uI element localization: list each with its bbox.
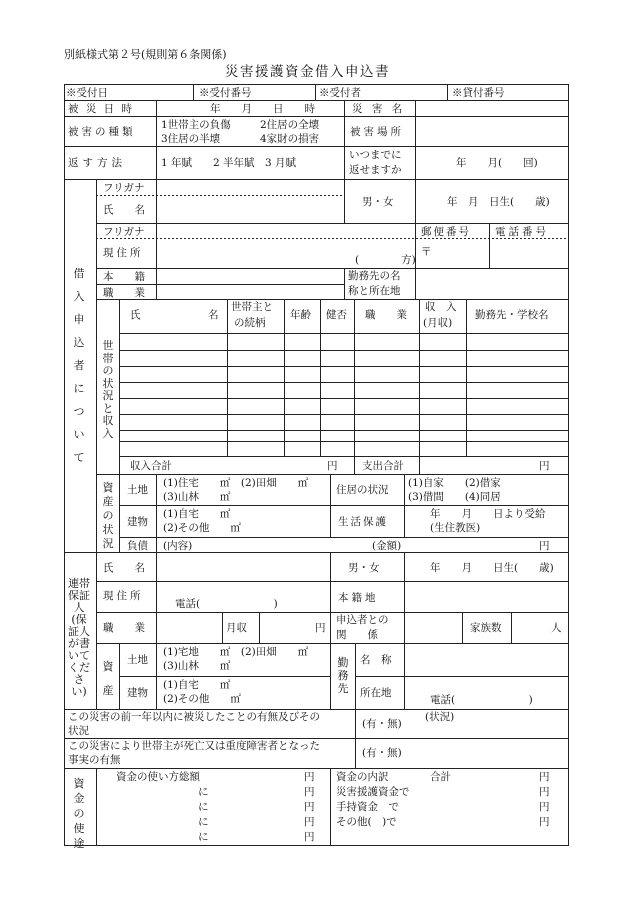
disaster-name-label: 災 害 名 (352, 103, 406, 115)
funds-usage-row[interactable]: に (198, 816, 209, 828)
gender-field[interactable]: 男・女 (362, 196, 394, 208)
guarantor-work-label: 勤務先 (337, 656, 349, 695)
phone-label: 電話番号 (495, 226, 549, 238)
guarantor-work-addr-label: 所在地 (360, 687, 392, 699)
col-name-right: 名 (208, 309, 219, 321)
damage-type-option[interactable]: 4家財の損害 (260, 133, 320, 145)
welfare-field[interactable]: 年 月 日より受給 (430, 508, 546, 520)
reception-person-label: ※受付者 (319, 87, 361, 99)
damage-type-label: 被害の種類 (68, 126, 136, 138)
guarantor-income-yen: 円 (315, 622, 326, 634)
applicant-section-label: 借入申込者について (73, 267, 85, 464)
damage-place-label: 被害場所 (350, 126, 404, 138)
question-1-answer[interactable]: (有・無) (362, 718, 402, 730)
guarantor-land-options[interactable]: (1)宅地 ㎡ (2)田畑 ㎡ (163, 646, 309, 658)
debt-content[interactable]: (内容) (163, 540, 193, 552)
col-relation: 世帯主と (231, 301, 273, 313)
land-label: 土地 (127, 484, 148, 496)
debt-label: 負債 (127, 540, 148, 552)
disaster-datetime-label: 被 災 日 時 (68, 103, 135, 115)
debt-amount[interactable]: (金額) (372, 540, 402, 552)
funds-usage-row[interactable]: に (198, 801, 209, 813)
funds-usage-row[interactable]: に (198, 831, 209, 843)
guarantor-name-label: 氏 名 (103, 562, 145, 574)
guarantor-building-label: 建物 (127, 687, 148, 699)
guarantor-building-options-2[interactable]: (2)その他 ㎡ (163, 693, 241, 705)
welfare-field-2[interactable]: (生住教医) (430, 522, 481, 534)
funds-breakdown-label: 資金の内訳 (336, 771, 389, 783)
repay-method-options[interactable]: 1 年賦 2 半年賦 3 月賦 (161, 157, 297, 169)
loan-number-label: ※貸付番号 (452, 87, 505, 99)
funds-breakdown-item[interactable]: 手持資金 で (336, 801, 399, 813)
funds-usage-row-yen: 円 (304, 801, 315, 813)
guarantor-land-options-2[interactable]: (3)山林 ㎡ (163, 660, 231, 672)
guarantor-income-label: 月収 (226, 622, 247, 634)
question-2-cont: 事実の有無 (68, 754, 121, 766)
expense-total-label: 支出合計 (362, 460, 404, 472)
guarantor-building-options[interactable]: (1)自宅 ㎡ (163, 679, 231, 691)
guarantor-family-label: 家族数 (470, 622, 502, 634)
repay-until-label-2: 返せますか (349, 164, 402, 176)
guarantor-phone-field[interactable]: 電話( ) (175, 598, 278, 610)
guarantor-section-label: 連帯保証人(保証人が書いてください) (68, 577, 90, 698)
funds-section-label: 資金の使途 (73, 777, 85, 850)
workplace-label-2: 称と所在地 (348, 285, 401, 297)
guarantor-gender-field[interactable]: 男・女 (348, 562, 380, 574)
expense-total-yen: 円 (539, 460, 550, 472)
funds-breakdown-yen: 円 (539, 801, 550, 813)
furigana-label-2: フリガナ (103, 226, 145, 238)
funds-breakdown-item[interactable]: 災害援護資金で (336, 786, 410, 798)
question-2-answer[interactable]: (有・無) (362, 747, 402, 759)
job-label: 職 業 (103, 287, 145, 299)
name-label: 氏 名 (103, 204, 145, 216)
building-options-2[interactable]: (2)その他 ㎡ (163, 522, 241, 534)
land-options[interactable]: (1)住宅 ㎡ (2)田畑 ㎡ (163, 477, 309, 489)
address-label: 現住所 (103, 247, 144, 259)
page-title: 災害援護資金借入申込書 (225, 64, 390, 80)
postal-code-label: 郵便番号 (421, 226, 471, 238)
household-section-label: 世帯の状況と収入 (102, 339, 114, 440)
building-label: 建物 (127, 516, 148, 528)
housing-label: 住居の状況 (336, 484, 389, 496)
damage-type-option[interactable]: 2住居の全壊 (260, 119, 320, 131)
housing-options-2[interactable]: (3)借間 (4)同居 (408, 491, 501, 503)
col-income: 収 入 (425, 301, 457, 313)
question-2: この災害により世帯主が死亡又は重度障害者となった (68, 740, 320, 752)
funds-usage-row-yen: 円 (304, 831, 315, 843)
guarantor-persons: 人 (551, 622, 562, 634)
funds-usage-row-yen: 円 (304, 786, 315, 798)
guarantor-job-label: 職 業 (103, 622, 145, 634)
funds-usage-row-yen: 円 (304, 816, 315, 828)
repay-until-label: いつまでに (349, 149, 402, 161)
damage-type-option[interactable]: 3住居の半壊 (161, 133, 221, 145)
housing-options[interactable]: (1)自家 (2)借家 (408, 477, 501, 489)
repay-method-label: 返す方法 (68, 157, 126, 169)
guarantor-address-label: 現住所 (103, 590, 144, 602)
income-total-label: 収入合計 (130, 460, 172, 472)
funds-total-yen: 円 (539, 771, 550, 783)
col-health: 健否 (326, 309, 347, 321)
funds-usage-label: 資金の使い方総額 (116, 771, 200, 783)
birth-field[interactable]: 年 月 日生( 歳) (447, 196, 550, 208)
building-options[interactable]: (1)自宅 ㎡ (163, 508, 231, 520)
form-reference: 別紙様式第２号(規則第６条関係) (64, 48, 227, 61)
address-suffix: ( 方) (355, 254, 416, 266)
funds-usage-yen: 円 (304, 771, 315, 783)
guarantor-land-label: 土地 (127, 654, 148, 666)
furigana-label: フリガナ (103, 182, 145, 194)
guarantor-work-name-label: 名 称 (360, 654, 392, 666)
question-1: この災害の前一年以内に被災したことの有無及びその (68, 711, 320, 723)
land-options-2[interactable]: (3)山林 ㎡ (163, 491, 231, 503)
income-total-yen: 円 (327, 460, 338, 472)
reception-date-label: ※受付日 (66, 87, 108, 99)
guarantor-relation-label-2: 関 係 (336, 629, 378, 641)
guarantor-honseki-label: 本籍地 (338, 592, 379, 604)
damage-type-option[interactable]: 1世帯主の負傷 (161, 119, 231, 131)
repay-until-field[interactable]: 年 月( 回) (456, 157, 538, 169)
question-1-cont: 状況 (68, 725, 89, 737)
honseki-label: 本 籍 (103, 271, 145, 283)
assets-section-label: 資産の状況 (102, 481, 114, 550)
postal-mark: 〒 (421, 246, 432, 258)
disaster-datetime-field[interactable]: 年 月 日 時 (210, 103, 315, 115)
guarantor-relation-label: 申込者との (336, 614, 389, 626)
funds-total-label: 合計 (430, 771, 451, 783)
reception-number-label: ※受付番号 (199, 87, 252, 99)
col-income-2: (月収) (423, 317, 453, 329)
funds-breakdown-yen: 円 (539, 786, 550, 798)
col-job: 職 業 (365, 309, 407, 321)
guarantor-work-phone[interactable]: 電話( ) (430, 694, 533, 706)
debt-yen: 円 (539, 540, 550, 552)
funds-breakdown-item[interactable]: その他( )で (336, 816, 397, 828)
col-workplace: 勤務先・学校名 (475, 309, 549, 321)
col-name-left: 氏 (130, 309, 141, 321)
guarantor-assets-label: 資産 (102, 660, 114, 697)
funds-usage-row[interactable]: に (198, 786, 209, 798)
question-1-status[interactable]: (状況) (425, 711, 455, 723)
workplace-label: 勤務先の名 (348, 270, 401, 282)
col-age: 年齢 (290, 309, 311, 321)
welfare-label: 生活保護 (338, 516, 388, 528)
funds-breakdown-yen: 円 (539, 816, 550, 828)
col-relation-2: の続柄 (234, 317, 266, 329)
guarantor-birth-field[interactable]: 年 月 日生( 歳) (430, 562, 554, 574)
